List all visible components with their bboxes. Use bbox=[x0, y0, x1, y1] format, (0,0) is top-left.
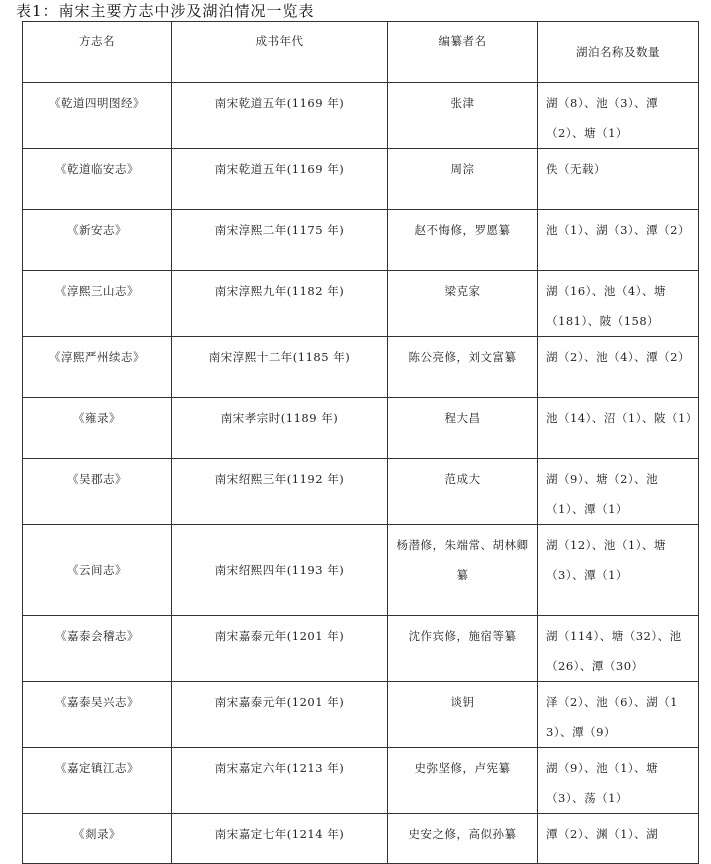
cell-lakes: 潭（2）、渊（1）、湖 bbox=[538, 814, 699, 864]
cell-author: 谈钥 bbox=[388, 682, 538, 748]
table-row bbox=[23, 525, 699, 616]
header-name: 方志名 bbox=[23, 22, 172, 83]
cell-name: 《吴郡志》 bbox=[23, 459, 172, 525]
table-row bbox=[23, 210, 699, 271]
table-row bbox=[23, 398, 699, 459]
cell-year: 南宋嘉泰元年(1201 年) bbox=[172, 682, 388, 748]
table-row bbox=[23, 748, 699, 814]
cell-year: 南宋淳熙九年(1182 年) bbox=[172, 271, 388, 337]
table-row bbox=[23, 83, 699, 149]
cell-author: 赵不悔修，罗愿纂 bbox=[388, 210, 538, 271]
cell-lakes: 池（1）、湖（3）、潭（2） bbox=[538, 210, 699, 271]
cell-lakes: 湖（9）、池（1）、塘（3）、荡（1） bbox=[538, 748, 699, 814]
table-title: 表1：南宋主要方志中涉及湖泊情况一览表 bbox=[16, 2, 315, 20]
cell-year: 南宋绍熙三年(1192 年) bbox=[172, 459, 388, 525]
cell-author: 梁克家 bbox=[388, 271, 538, 337]
cell-lakes: 泽（2）、池（6）、湖（13）、潭（9） bbox=[538, 682, 699, 748]
cell-author: 范成大 bbox=[388, 459, 538, 525]
cell-lakes: 池（14）、沼（1）、陂（1） bbox=[538, 398, 699, 459]
table-row bbox=[23, 459, 699, 525]
table-row bbox=[23, 616, 699, 682]
cell-lakes: 湖（114）、塘（32）、池（26）、潭（30） bbox=[538, 616, 699, 682]
cell-lakes: 佚（无载） bbox=[538, 149, 699, 210]
cell-name: 《云间志》 bbox=[23, 525, 172, 616]
table-row bbox=[23, 271, 699, 337]
cell-name: 《雍录》 bbox=[23, 398, 172, 459]
table-row bbox=[23, 682, 699, 748]
cell-author: 程大昌 bbox=[388, 398, 538, 459]
cell-lakes: 湖（16）、池（4）、塘（181）、陂（158） bbox=[538, 271, 699, 337]
cell-year: 南宋乾道五年(1169 年) bbox=[172, 149, 388, 210]
cell-author: 史弥坚修，卢宪纂 bbox=[388, 748, 538, 814]
table-row bbox=[23, 149, 699, 210]
cell-name: 《嘉泰会稽志》 bbox=[23, 616, 172, 682]
cell-lakes: 湖（12）、池（1）、塘（3）、潭（1） bbox=[538, 525, 699, 616]
cell-name: 《淳熙严州续志》 bbox=[23, 337, 172, 398]
cell-name: 《新安志》 bbox=[23, 210, 172, 271]
table-row bbox=[23, 814, 699, 864]
cell-year: 南宋乾道五年(1169 年) bbox=[172, 83, 388, 149]
cell-name: 《乾道临安志》 bbox=[23, 149, 172, 210]
cell-year: 南宋嘉定七年(1214 年) bbox=[172, 814, 388, 864]
cell-name: 《乾道四明图经》 bbox=[23, 83, 172, 149]
cell-year: 南宋孝宗时(1189 年) bbox=[172, 398, 388, 459]
cell-year: 南宋嘉定六年(1213 年) bbox=[172, 748, 388, 814]
cell-year: 南宋嘉泰元年(1201 年) bbox=[172, 616, 388, 682]
cell-name: 《嘉定镇江志》 bbox=[23, 748, 172, 814]
cell-author: 杨潜修，朱端常、胡林卿纂 bbox=[388, 525, 538, 616]
cell-author: 沈作宾修，施宿等纂 bbox=[388, 616, 538, 682]
header-year: 成书年代 bbox=[172, 22, 388, 83]
lake-table bbox=[22, 21, 699, 864]
cell-name: 《嘉泰吴兴志》 bbox=[23, 682, 172, 748]
cell-year: 南宋淳熙十二年(1185 年) bbox=[172, 337, 388, 398]
table-row bbox=[23, 337, 699, 398]
cell-name: 《淳熙三山志》 bbox=[23, 271, 172, 337]
cell-lakes: 湖（8）、池（3）、潭（2）、塘（1） bbox=[538, 83, 699, 149]
header-row bbox=[23, 22, 699, 83]
cell-author: 陈公亮修，刘文富纂 bbox=[388, 337, 538, 398]
cell-lakes: 湖（9）、塘（2）、池（1）、潭（1） bbox=[538, 459, 699, 525]
cell-name: 《剡录》 bbox=[23, 814, 172, 864]
header-lakes: 湖泊名称及数量 bbox=[538, 22, 699, 83]
cell-lakes: 湖（2）、池（4）、潭（2） bbox=[538, 337, 699, 398]
cell-author: 史安之修，高似孙纂 bbox=[388, 814, 538, 864]
cell-year: 南宋淳熙二年(1175 年) bbox=[172, 210, 388, 271]
header-author: 编纂者名 bbox=[388, 22, 538, 83]
cell-year: 南宋绍熙四年(1193 年) bbox=[172, 525, 388, 616]
cell-author: 周淙 bbox=[388, 149, 538, 210]
cell-author: 张津 bbox=[388, 83, 538, 149]
